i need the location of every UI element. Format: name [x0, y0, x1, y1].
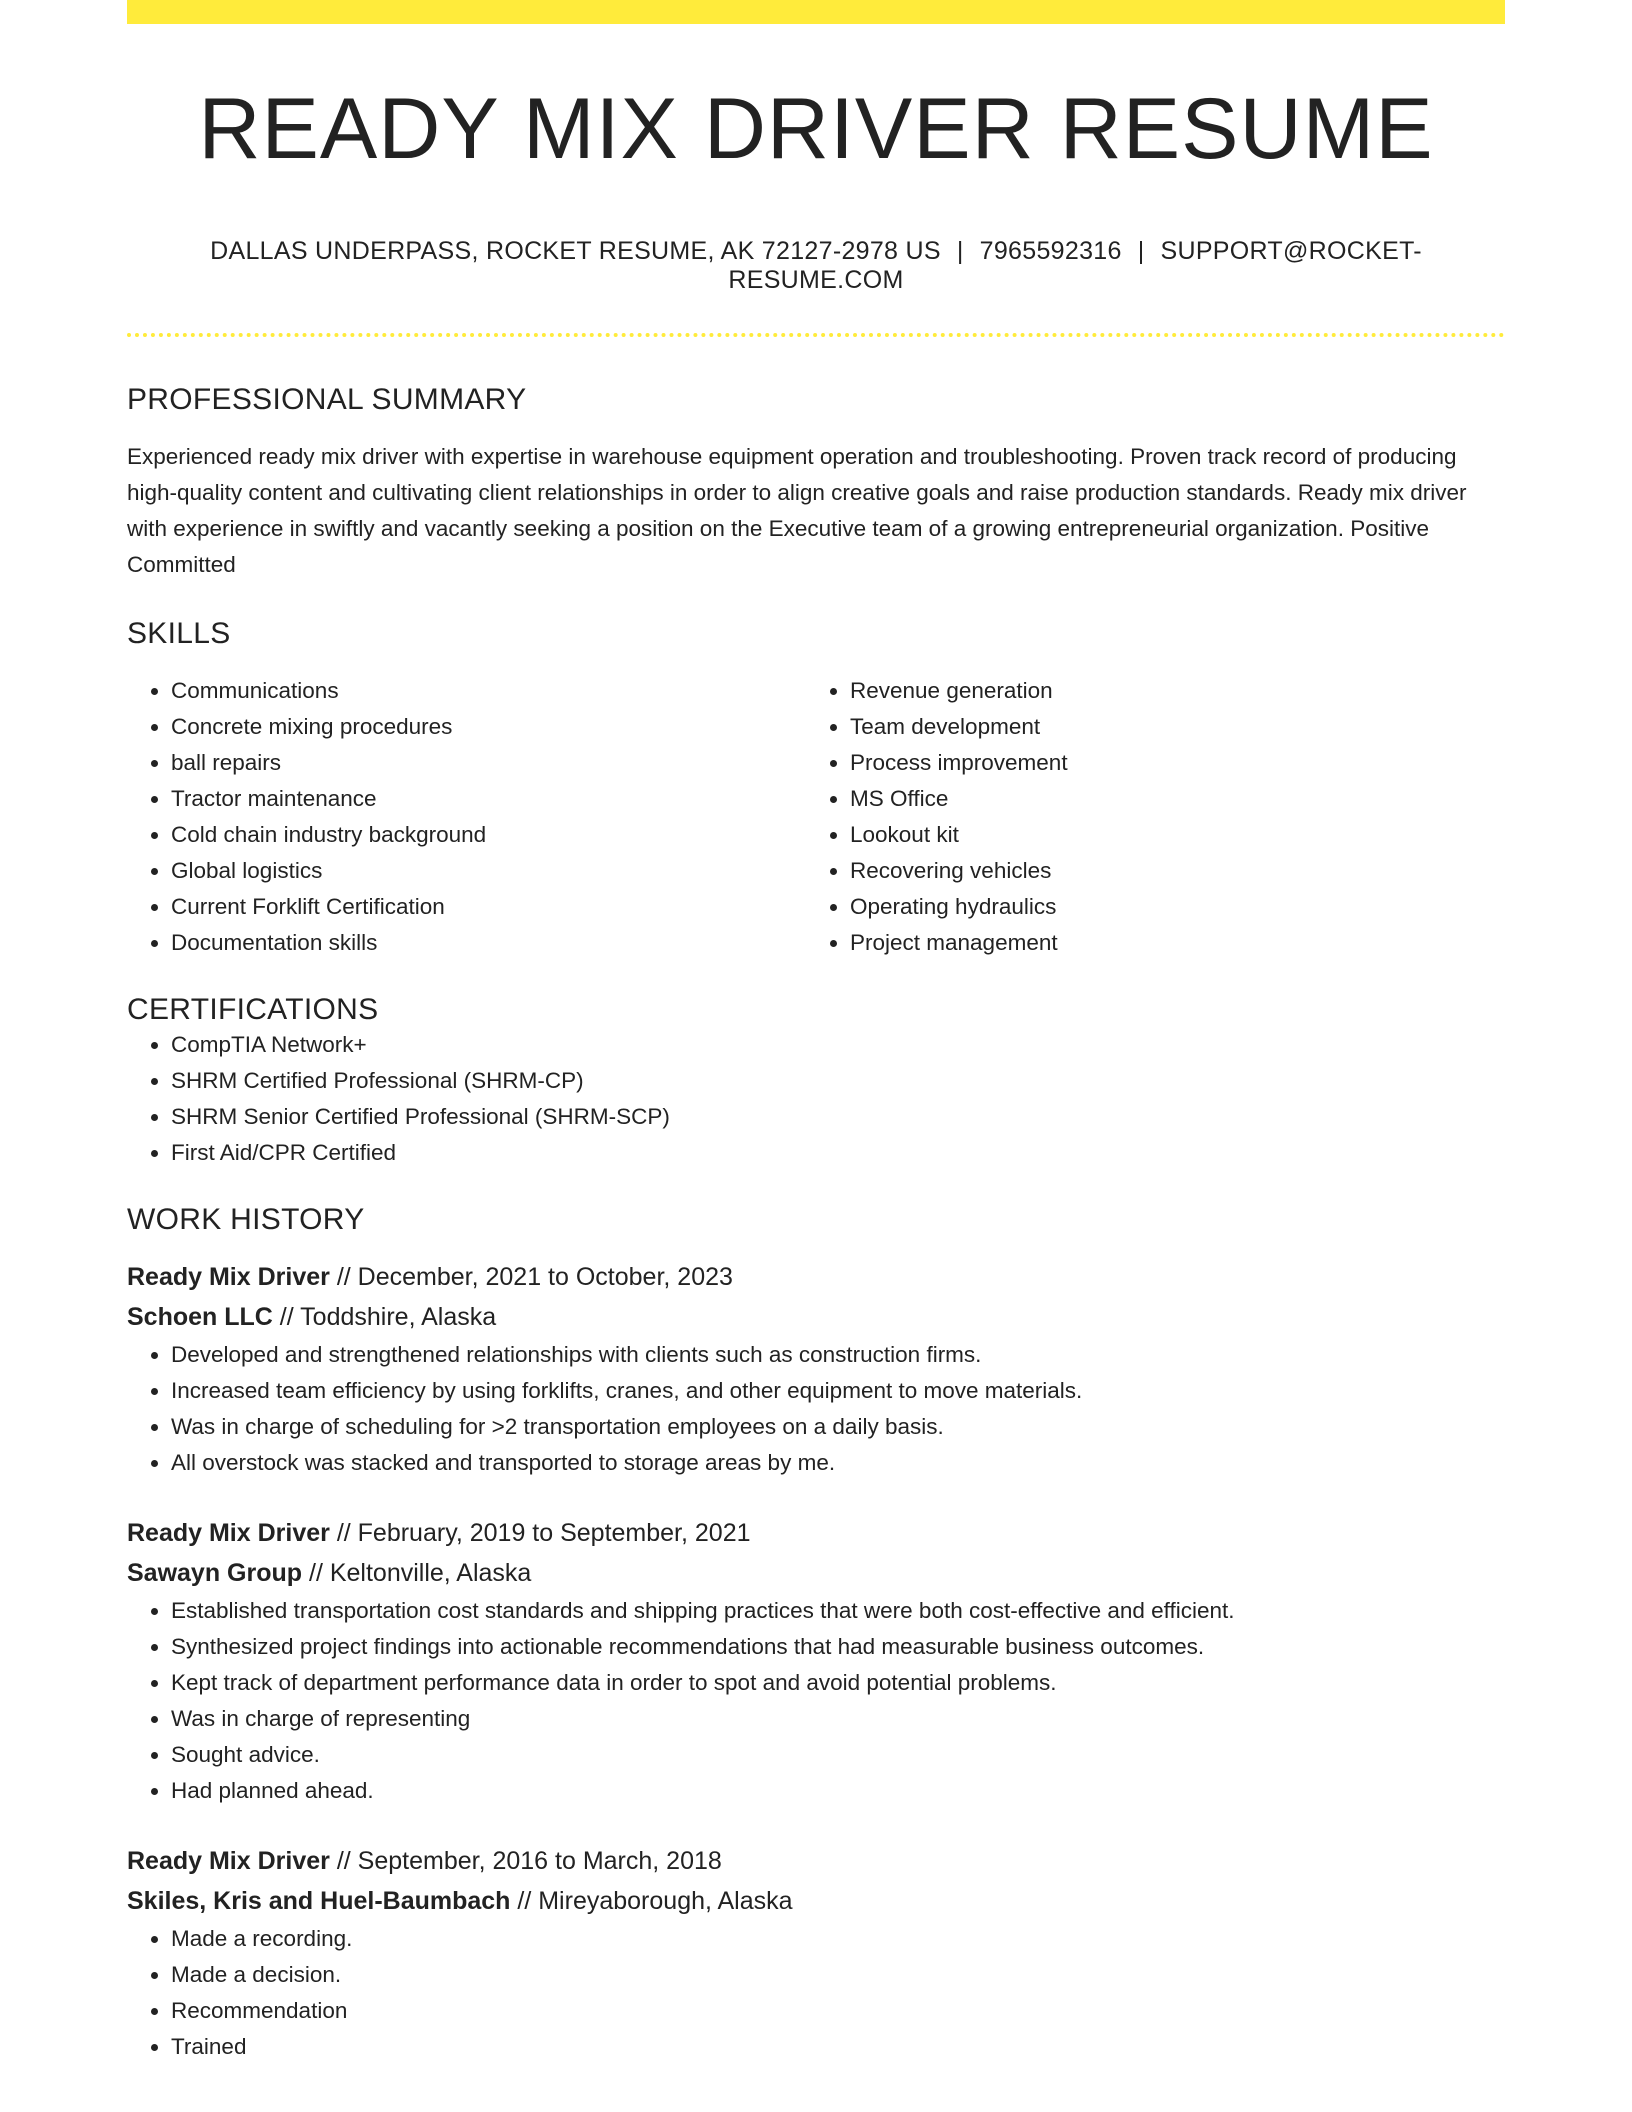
skills-grid: [127, 673, 1505, 961]
skill-item: • Process improvement: [850, 745, 1485, 781]
job-duty-item: • Made a recording.: [171, 1921, 1505, 1957]
job-role: Ready Mix Driver: [127, 1846, 330, 1875]
job-duty-item: • Was in charge of scheduling for >2 transportation employees on a daily basis.: [171, 1409, 1505, 1445]
job-entry: [127, 1257, 1505, 1481]
job-duties-list: [127, 1593, 1505, 1809]
skill-item: • MS Office: [850, 781, 1485, 817]
job-duty-item: • Recommendation: [171, 1993, 1505, 2029]
job-location: // Keltonville, Alaska: [302, 1558, 532, 1587]
work-history-heading: WORK HISTORY: [127, 1202, 365, 1236]
skill-item: • Revenue generation: [850, 673, 1485, 709]
job-duties-list: [127, 1921, 1505, 2065]
skills-list-right: [806, 673, 1485, 961]
job-role: Ready Mix Driver: [127, 1518, 330, 1547]
skills-column-right: [806, 673, 1485, 961]
job-duty-item: • Synthesized project findings into actionable recommendations that had measurable business outcomes.: [171, 1629, 1505, 1665]
skills-column-left: [127, 673, 806, 961]
skill-item: • Operating hydraulics: [850, 889, 1485, 925]
job-company: Schoen LLC: [127, 1302, 273, 1331]
certification-item: • First Aid/CPR Certified: [171, 1135, 1505, 1171]
job-duty-item: • Sought advice.: [171, 1737, 1505, 1773]
summary-heading: PROFESSIONAL SUMMARY: [127, 382, 527, 416]
skill-item: • Tractor maintenance: [171, 781, 806, 817]
job-company: Sawayn Group: [127, 1558, 303, 1587]
skill-item: • Project management: [850, 925, 1485, 961]
job-duty-item: • Was in charge of representing: [171, 1701, 1505, 1737]
job-duty-item: • Increased team efficiency by using forklifts, cranes, and other equipment to move materials.: [171, 1373, 1505, 1409]
skill-item: • Current Forklift Certification: [171, 889, 806, 925]
skill-item: • Global logistics: [171, 853, 806, 889]
job-company-line: [127, 1881, 1505, 1921]
certification-item: • CompTIA Network+: [171, 1027, 1505, 1063]
contact-separator: |: [1137, 236, 1145, 265]
job-location: // Mireyaborough, Alaska: [510, 1886, 793, 1915]
contact-email: SUPPORT@ROCKET-RESUME.COM: [728, 236, 1422, 294]
skill-item: • Communications: [171, 673, 806, 709]
job-title-line: [127, 1841, 1505, 1881]
job-duty-item: • Made a decision.: [171, 1957, 1505, 1993]
job-dates: // September, 2016 to March, 2018: [329, 1846, 722, 1875]
skill-item: • Cold chain industry background: [171, 817, 806, 853]
skill-item: • Documentation skills: [171, 925, 806, 961]
job-title-line: [127, 1257, 1505, 1297]
contact-separator: |: [956, 236, 964, 265]
job-title-line: [127, 1513, 1505, 1553]
job-duties-list: [127, 1337, 1505, 1481]
job-dates: // December, 2021 to October, 2023: [329, 1262, 733, 1291]
contact-phone: 7965592316: [979, 236, 1122, 265]
certifications-list: [127, 1027, 1505, 1171]
contact-address: DALLAS UNDERPASS, ROCKET RESUME, AK 72127-2978 US: [210, 236, 941, 265]
top-accent-bar: [127, 0, 1505, 24]
job-role: Ready Mix Driver: [127, 1262, 330, 1291]
contact-line: [127, 237, 1505, 295]
summary-text: Experienced ready mix driver with expertise in warehouse equipment operation and troubleshooting. Proven track record of producing high-quality content and cultivating client relationships in order to align creative goals and raise production standards. Ready mix driver with experience in swiftly and vacantly seeking a position on the Executive team of a growing entrepreneurial organization. Positive Committed: [127, 443, 1467, 577]
resume-page: [127, 0, 1505, 2065]
job-entry: [127, 1841, 1505, 2065]
job-duty-item: • Trained: [171, 2029, 1505, 2065]
skill-item: • Concrete mixing procedures: [171, 709, 806, 745]
certification-item: • SHRM Senior Certified Professional (SHRM-SCP): [171, 1099, 1505, 1135]
dotted-divider: [127, 333, 1505, 337]
skills-list-left: [127, 673, 806, 961]
job-duty-item: • All overstock was stacked and transported to storage areas by me.: [171, 1445, 1505, 1481]
job-duty-item: • Kept track of department performance data in order to spot and avoid potential problems.: [171, 1665, 1505, 1701]
certification-item: • SHRM Certified Professional (SHRM-CP): [171, 1063, 1505, 1099]
certifications-heading: CERTIFICATIONS: [127, 992, 379, 1026]
job-duty-item: • Had planned ahead.: [171, 1773, 1505, 1809]
job-dates: // February, 2019 to September, 2021: [329, 1518, 751, 1547]
resume-title: READY MIX DRIVER RESUME: [198, 81, 1434, 177]
job-entry: [127, 1513, 1505, 1809]
skill-item: • Recovering vehicles: [850, 853, 1485, 889]
skill-item: • Team development: [850, 709, 1485, 745]
job-duty-item: • Developed and strengthened relationships with clients such as construction firms.: [171, 1337, 1505, 1373]
job-location: // Toddshire, Alaska: [272, 1302, 497, 1331]
job-company-line: [127, 1297, 1505, 1337]
job-duty-item: • Established transportation cost standards and shipping practices that were both cost-effective and efficient.: [171, 1593, 1505, 1629]
skill-item: • ball repairs: [171, 745, 806, 781]
skills-heading: SKILLS: [127, 616, 231, 650]
skill-item: • Lookout kit: [850, 817, 1485, 853]
job-company: Skiles, Kris and Huel-Baumbach: [127, 1886, 511, 1915]
job-company-line: [127, 1553, 1505, 1593]
